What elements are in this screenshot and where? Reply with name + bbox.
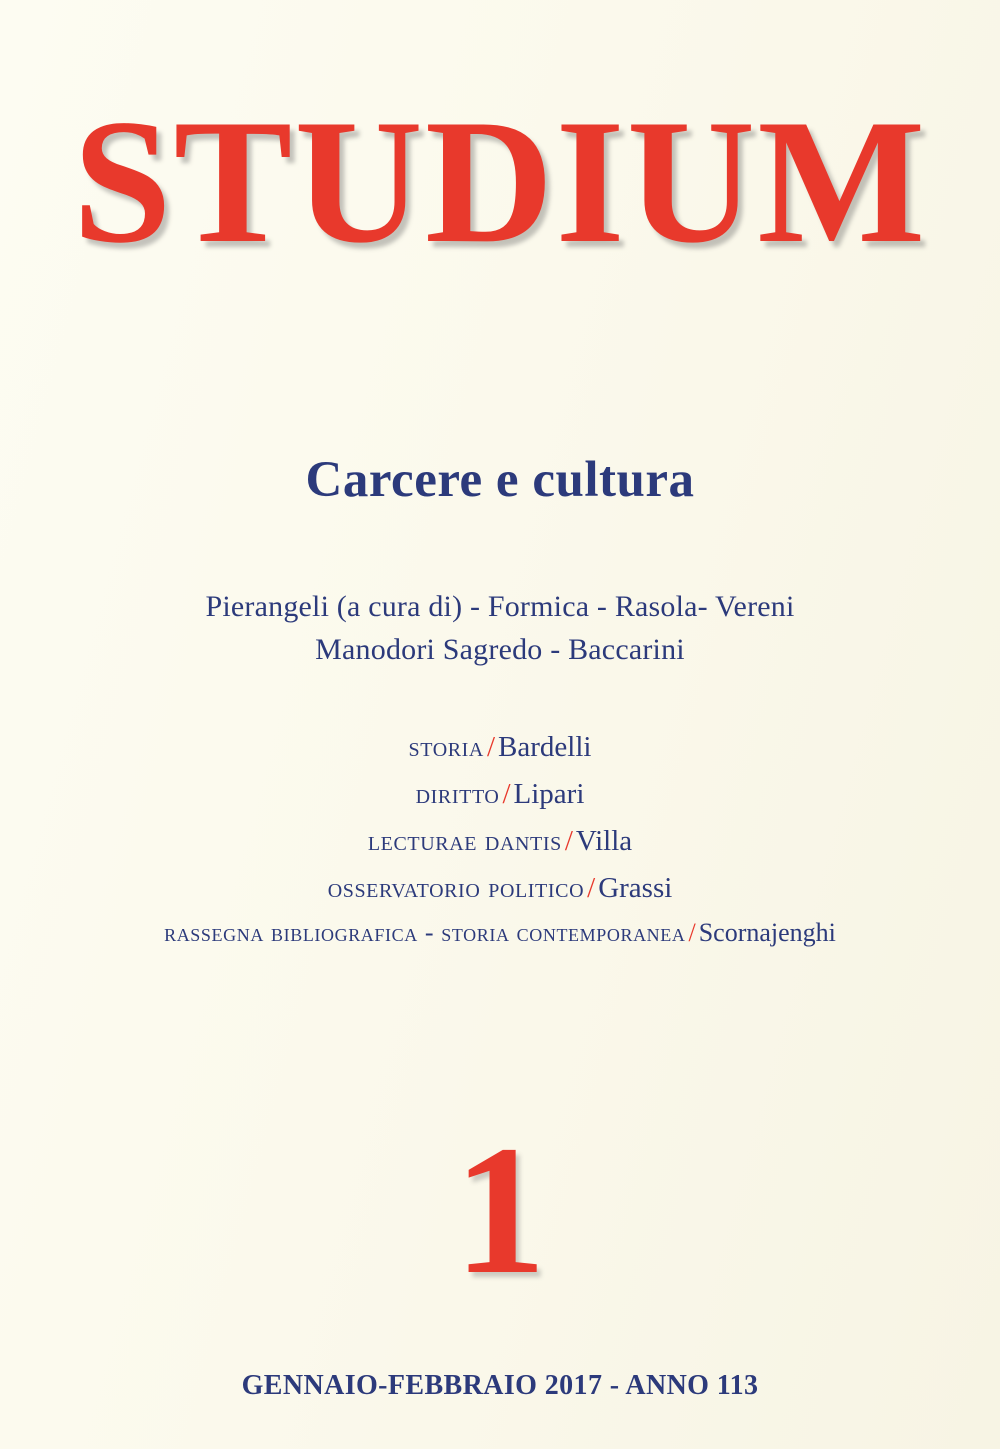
section-separator: / xyxy=(486,731,496,763)
authors-line-2: Manodori Sagredo - Baccarini xyxy=(315,632,685,666)
section-entry-diritto xyxy=(0,771,1000,818)
section-entry-rassegna-bibliografica xyxy=(0,912,1000,954)
section-contributor: Villa xyxy=(575,824,633,857)
section-category: storia xyxy=(408,731,484,763)
section-separator: / xyxy=(564,824,573,857)
section-contributor: Lipari xyxy=(513,777,585,810)
issue-number: 1 xyxy=(453,1108,547,1313)
section-entry-osservatorio-politico xyxy=(0,865,1000,912)
section-separator: / xyxy=(688,917,696,947)
section-contributor: Scornajenghi xyxy=(698,917,836,947)
section-category: osservatorio politico xyxy=(327,871,585,904)
authors-line-1: Pierangeli (a cura di) - Formica - Rasola- Vereni xyxy=(205,590,795,623)
issue-date-line: GENNAIO-FEBBRAIO 2017 - ANNO 113 xyxy=(241,1370,759,1401)
section-category: rassegna bibliografica - storia contemporanea xyxy=(164,917,686,947)
journal-title: STUDIUM xyxy=(72,82,928,280)
section-separator: / xyxy=(587,871,596,904)
masthead xyxy=(0,82,1000,280)
section-contributor: Bardelli xyxy=(498,731,592,763)
sections-list xyxy=(0,724,1000,954)
section-separator: / xyxy=(502,777,511,810)
section-category: diritto xyxy=(415,777,500,810)
authors-block xyxy=(0,586,1000,671)
section-entry-storia xyxy=(0,724,1000,771)
issue-theme-title: Carcere e cultura xyxy=(305,452,695,508)
section-entry-lecturae-dantis xyxy=(0,818,1000,865)
section-category: lecturae dantis xyxy=(367,824,562,857)
section-contributor: Grassi xyxy=(598,871,673,904)
